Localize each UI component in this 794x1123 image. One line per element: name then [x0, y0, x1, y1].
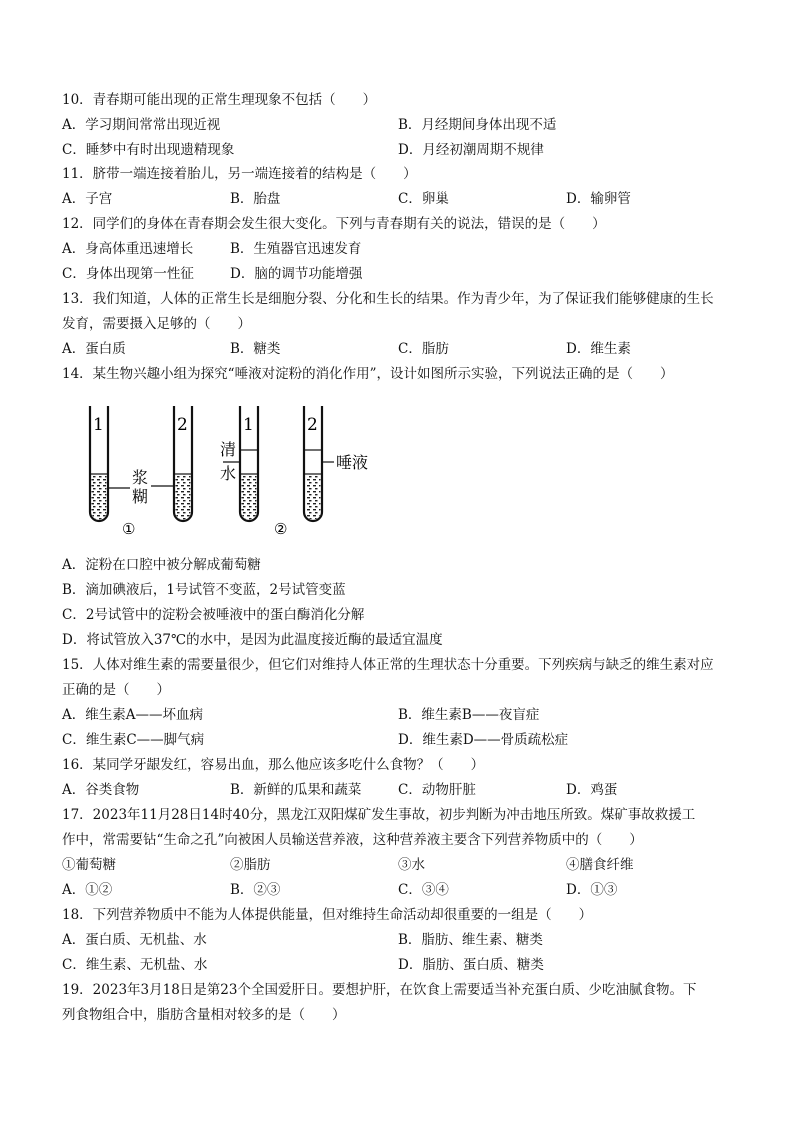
- setup2-marker: ②: [274, 520, 288, 538]
- q10-stem: 10．青春期可能出现的正常生理现象不包括（ ）: [62, 92, 377, 108]
- q17-item-4: ④膳食纤维: [566, 857, 634, 873]
- setup1-tube2-number: 2: [177, 415, 188, 435]
- q17-stem-line1: 17．2023年11月28日14时40分，黑龙江双阳煤矿发生事故，初步判断为冲击地压所致。煤矿事故救援工: [62, 807, 696, 823]
- setup1-tube1: [90, 406, 108, 521]
- q17-stem-line2: 作中，常需要钻“生命之孔”向被困人员输送营养液，这种营养液主要含下列营养物质中的（ ）: [62, 832, 643, 848]
- setup1-tube1-number: 1: [93, 415, 104, 435]
- q16-option-a: A．谷类食物: [62, 782, 140, 798]
- q16-option-d: D．鸡蛋: [566, 782, 618, 798]
- q15-option-d: D．维生素D——骨质疏松症: [398, 732, 569, 748]
- paste-label-char1: 浆: [132, 468, 149, 487]
- q11-option-b: B．胎盘: [230, 191, 281, 207]
- paste-label-char2: 糊: [132, 487, 149, 506]
- q18-stem: 18．下列营养物质中不能为人体提供能量，但对维持生命活动却很重要的一组是（ ）: [62, 907, 593, 923]
- q10-option-b: B．月经期间身体出现不适: [398, 117, 557, 133]
- q14-option-b: B．滴加碘液后，1号试管不变蓝，2号试管变蓝: [62, 582, 346, 598]
- q12-stem: 12．同学们的身体在青春期会发生很大变化。下列与青春期有关的说法，错误的是（ ）: [62, 216, 606, 232]
- saliva-label: 唾液: [336, 453, 369, 472]
- q16-stem: 16．某同学牙龈发红，容易出血，那么他应该多吃什么食物？（ ）: [62, 757, 485, 773]
- q19-stem-line1: 19．2023年3月18日是第23个全国爱肝日。要想护肝，在饮食上需要适当补充蛋白质、少吃油腻食物。下: [62, 982, 697, 998]
- setup2-tube1: [240, 406, 258, 521]
- q10-option-d: D．月经初潮周期不规律: [398, 142, 544, 158]
- setup2-tube2-number: 2: [307, 415, 318, 435]
- q11-option-c: C．卵巢: [398, 191, 449, 207]
- q15-stem-line1: 15．人体对维生素的需要量很少，但它们对维持人体正常的生理状态十分重要。下列疾病与缺乏的维生素对应: [62, 657, 714, 673]
- q15-option-a: A．维生素A——坏血病: [62, 707, 203, 723]
- q15-option-b: B．维生素B——夜盲症: [398, 707, 540, 723]
- q17-option-c: C．③④: [398, 882, 449, 898]
- q16-option-c: C．动物肝脏: [398, 782, 476, 798]
- setup1-marker: ①: [122, 520, 136, 538]
- q13-option-a: A．蛋白质: [62, 341, 126, 357]
- q13-option-d: D．维生素: [566, 341, 631, 357]
- test-tube-figure: [78, 400, 408, 540]
- q15-stem-line2: 正确的是（ ）: [62, 682, 170, 698]
- q17-option-d: D．①③: [566, 882, 618, 898]
- water-label-char2: 水: [220, 464, 237, 483]
- q19-stem-line2: 列食物组合中，脂肪含量相对较多的是（ ）: [62, 1007, 346, 1023]
- q14-option-a: A．淀粉在口腔中被分解成葡萄糖: [62, 557, 261, 573]
- q14-option-c: C．2号试管中的淀粉会被唾液中的蛋白酶消化分解: [62, 607, 365, 623]
- q12-option-a: A．身高体重迅速增长: [62, 241, 194, 257]
- q17-item-2: ②脂肪: [230, 857, 271, 873]
- test-tube-diagram: [78, 400, 408, 540]
- q11-option-d: D．输卵管: [566, 191, 631, 207]
- q12-option-b: B．生殖器官迅速发育: [230, 241, 362, 257]
- q18-option-a: A．蛋白质、无机盐、水: [62, 932, 207, 948]
- q12-option-c: C．身体出现第一性征: [62, 266, 194, 282]
- setup1-tube2: [174, 406, 192, 521]
- q14-option-d: D．将试管放入37℃的水中，是因为此温度接近酶的最适宜温度: [62, 632, 443, 648]
- q17-item-3: ③水: [398, 857, 425, 873]
- q13-stem-line2: 发育，需要摄入足够的（ ）: [62, 316, 251, 332]
- q17-option-b: B．②③: [230, 882, 281, 898]
- q13-option-c: C．脂肪: [398, 341, 449, 357]
- q11-stem: 11．脐带一端连接着胎儿，另一端连接着的结构是（ ）: [62, 166, 417, 182]
- q15-option-c: C．维生素C——脚气病: [62, 732, 205, 748]
- q12-option-d: D．脑的调节功能增强: [230, 266, 363, 282]
- q13-stem-line1: 13．我们知道，人体的正常生长是细胞分裂、分化和生长的结果。作为青少年，为了保证我们能够健康的生长: [62, 291, 714, 307]
- q10-option-c: C．睡梦中有时出现遗精现象: [62, 142, 235, 158]
- q18-option-c: C．维生素、无机盐、水: [62, 957, 208, 973]
- q11-option-a: A．子宫: [62, 191, 113, 207]
- q18-option-b: B．脂肪、维生素、糖类: [398, 932, 543, 948]
- q18-option-d: D．脂肪、蛋白质、糖类: [398, 957, 544, 973]
- q10-option-a: A．学习期间常常出现近视: [62, 117, 221, 133]
- q17-option-a: A．①②: [62, 882, 113, 898]
- q13-option-b: B．糖类: [230, 341, 281, 357]
- setup2-tube2: [304, 406, 322, 521]
- q17-item-1: ①葡萄糖: [62, 857, 116, 873]
- setup2-tube1-number: 1: [243, 415, 254, 435]
- q14-stem: 14．某生物兴趣小组为探究“唾液对淀粉的消化作用”，设计如图所示实验，下列说法正确的是（ ）: [62, 366, 674, 382]
- water-label-char1: 清: [220, 440, 237, 459]
- q16-option-b: B．新鲜的瓜果和蔬菜: [230, 782, 362, 798]
